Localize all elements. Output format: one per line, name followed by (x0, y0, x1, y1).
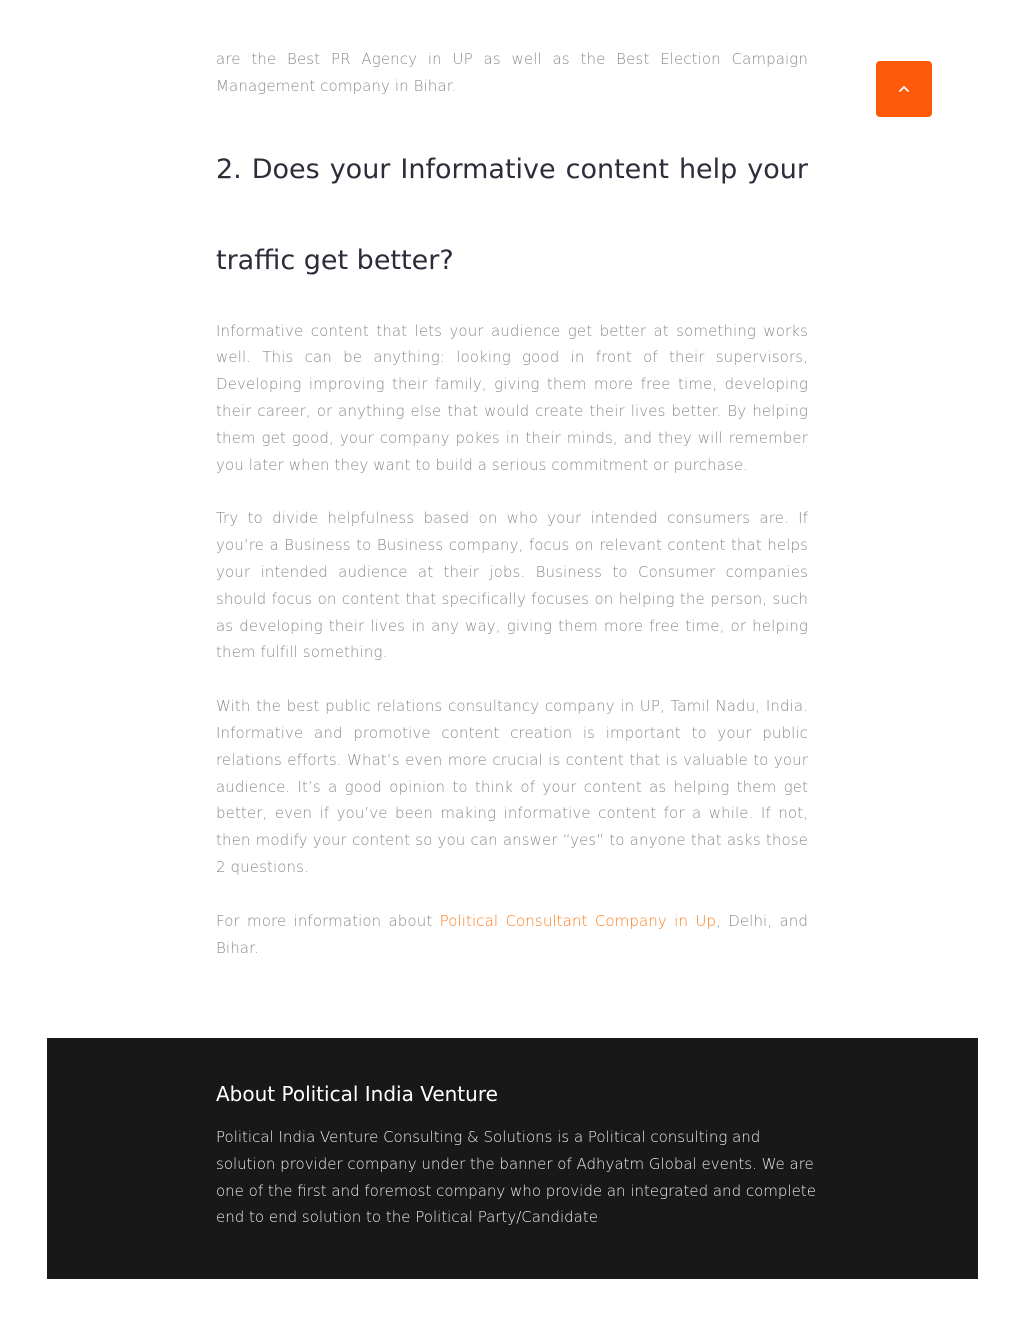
chevron-up-icon (897, 82, 911, 96)
paragraph-more-info (216, 908, 808, 962)
section-heading: 2. Does your Informative content help your traffic get better? (216, 153, 808, 276)
paragraph-divide-helpfulness: Try to divide helpfulness based on who your intended consumers are. If you’re a Business to Business company, focus on relevant content that helps your intended audience at their jobs. Business to Consumer companies should focus on content that specifically focuses on helping the person, such as developing their lives in any way, giving them more free time, or helping them fulfill something. (216, 509, 808, 662)
back-to-top-button[interactable] (876, 61, 932, 117)
political-consultant-link[interactable]: Political Consultant Company in Up (439, 911, 717, 930)
footer (47, 1038, 978, 1279)
article-body (216, 46, 808, 961)
paragraph-pr-consultancy: With the best public relations consultancy company in UP, Tamil Nadu, India. Informative and promotive content creation is important to your public relations efforts. What’s even more crucial is content that is valuable to your audience. It’s a good opinion to think of your content as helping them get better, even if you’ve been making informative content for a while. If not, then modify your content so you can answer “yes” to anyone that asks those 2 questions. (216, 697, 808, 876)
footer-description: Political India Venture Consulting & Solutions is a Political consulting and solution provider company under the banner of Adhyatm Global events. We are one of the first and foremost company who provide an integrated and complete end to end solution to the Political Party/Candidate (216, 1128, 816, 1227)
footer-about (216, 1078, 816, 1231)
paragraph-helpful-content: Informative content that lets your audience get better at something works well. This can be anything: looking good in front of their supervisors, Developing improving their family, giving them more free time, developing their career, or anything else that would create their lives better. By helping them get good, your company pokes in their minds, and they will remember you later when they want to build a serious commitment or purchase. (216, 321, 808, 474)
more-info-prefix: For more information about (216, 911, 440, 930)
footer-title: About Political India Venture (216, 1082, 498, 1106)
intro-paragraph-tail: are the Best PR Agency in UP as well as the Best Election Campaign Management company in Bihar. (216, 50, 808, 95)
more-info-suffix: , Delhi, and Bihar. (216, 911, 808, 957)
